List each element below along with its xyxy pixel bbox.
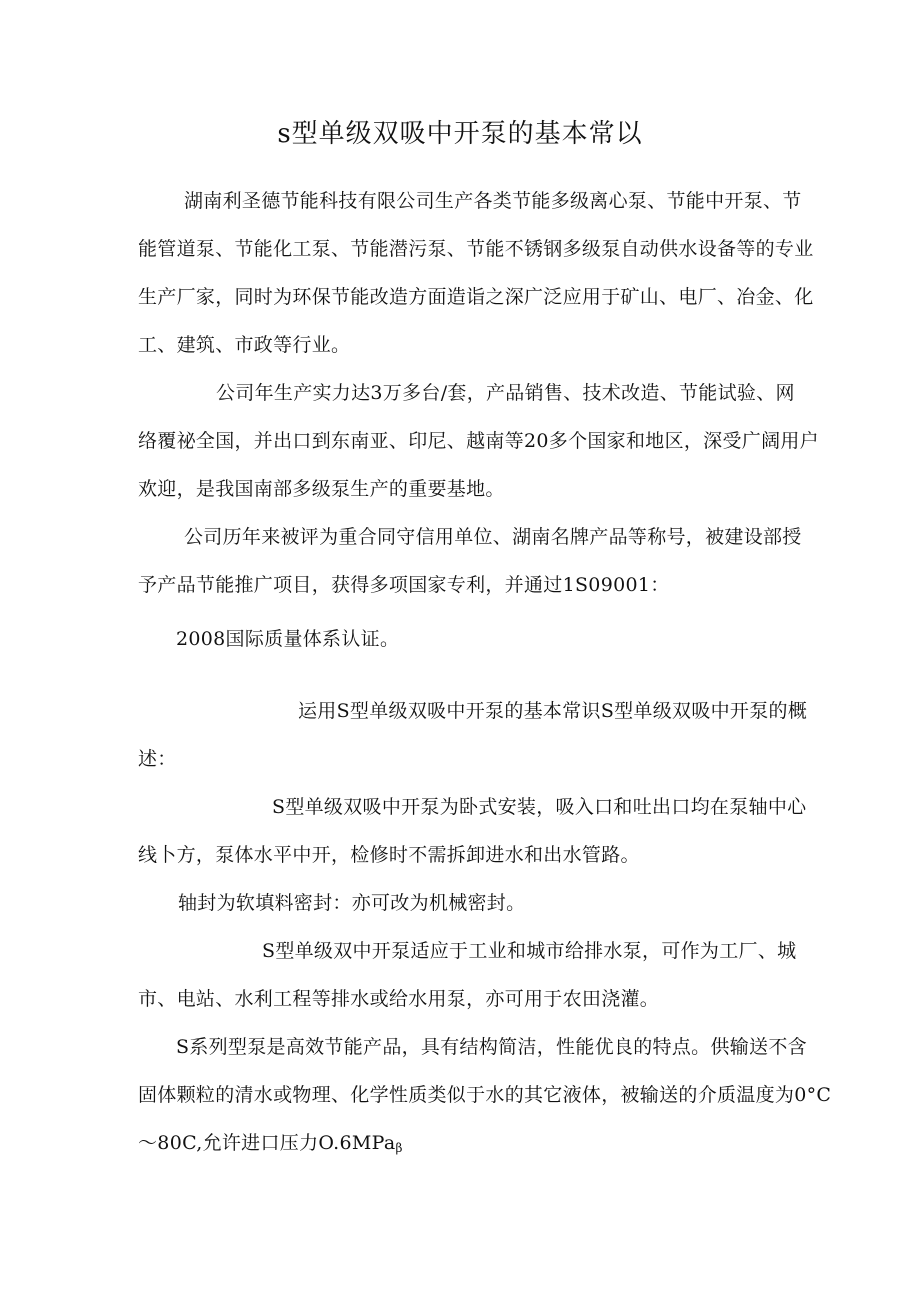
paragraph-3-line-1: 公司历年来被评为重合同守信用单位、湖南名牌产品等称号，被建设部授 [184,526,802,548]
paragraph-5-line-1: S型单级双吸中开泵为卧式安装，吸入口和吐出口均在泵轴中心 [272,796,807,818]
paragraph-2-line-2: 络覆祕全国，并出口到东南亚、印尼、越南等20多个国家和地区，深受广阔用户 [138,430,819,452]
paragraph-6-line-1: 轴封为软填料密封：亦可改为机械密封。 [178,892,526,914]
paragraph-4-line-2: 述： [138,748,177,770]
paragraph-7-line-1: S型单级双中开泵适应于工业和城市给排水泵，可作为工厂、城 [262,940,797,962]
paragraph-1-line-3: 生产厂家，同时为环保节能改造方面造诣之深广泛应用于矿山、电厂、冶金、化 [138,286,814,308]
paragraph-2-line-1: 公司年生产实力达3万多台/套，产品销售、技术改造、节能试验、网 [216,382,795,404]
paragraph-8-line-3 [138,1128,403,1163]
document-title: s型单级双吸中开泵的基本常以 [277,119,643,149]
paragraph-1-line-2: 能管道泵、节能化工泵、节能潜污泵、节能不锈钢多级泵自动供水设备等的专业 [138,238,814,260]
paragraph-5-line-2: 线卜方，泵体水平中开，检修时不需拆卸进水和出水管路。 [138,844,640,866]
paragraph-2-line-3: 欢迎，是我国南部多级泵生产的重要基地。 [138,478,505,500]
paragraph-7-line-2: 市、电站、水利工程等排水或给水用泵，亦可用于农田浇灌。 [138,988,660,1010]
trailing-subscript: β [395,1141,403,1155]
paragraph-3-line-3: 2008国际质量体系认证。 [176,628,400,650]
paragraph-4-line-1: 运用S型单级双吸中开泵的基本常识S型单级双吸中开泵的概 [298,700,808,722]
paragraph-8-line-1: S系列型泵是高效节能产品，具有结构简洁，性能优良的特点。供输送不含 [176,1036,807,1058]
paragraph-3-line-2: 予产品节能推广项目，获得多项国家专利，并通过1S09001： [138,574,670,596]
paragraph-1-line-1: 湖南利圣德节能科技有限公司生产各类节能多级离心泵、节能中开泵、节 [184,190,802,212]
paragraph-8-line-3-text: ～80C,允许进口压力O.6MPa [138,1132,396,1154]
paragraph-8-line-2: 固体颗粒的清水或物理、化学性质类似于水的其它液体，被输送的介质温度为0°C [138,1084,832,1106]
paragraph-1-line-4: 工、建筑、市政等行业。 [138,334,351,356]
